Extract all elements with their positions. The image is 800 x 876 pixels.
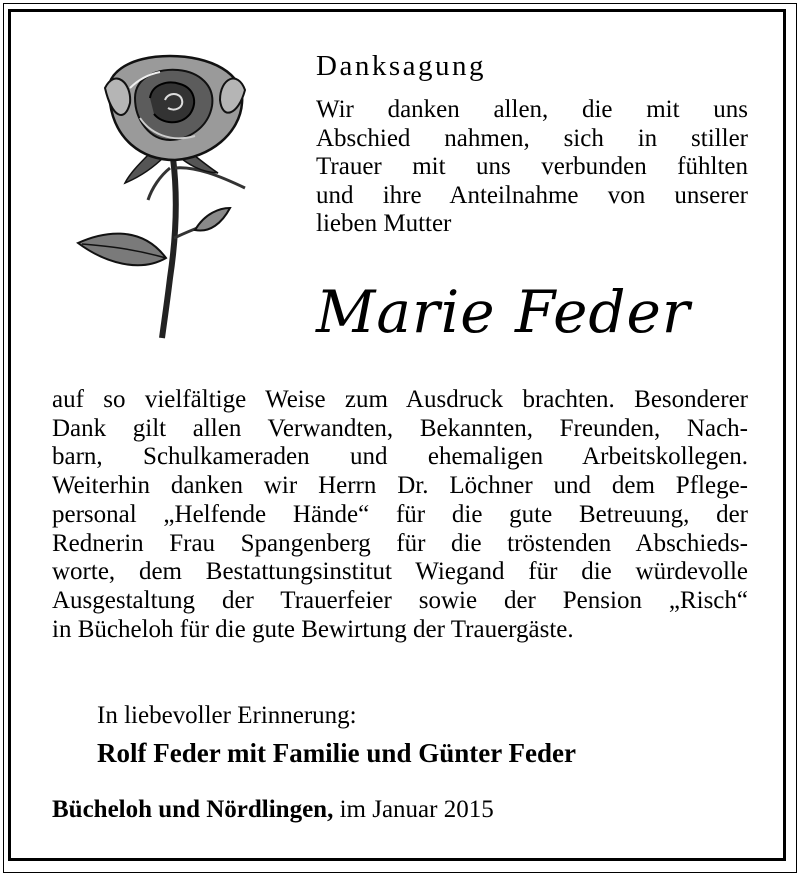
rose-icon [70,48,260,343]
intro-line: Wir danken allen, die mit uns [316,96,748,123]
deceased-name: Marie Feder [316,278,691,346]
place-date [52,796,494,824]
memory-line: In liebevoller Erinnerung: [97,702,357,729]
body-line: barn, Schulkameraden und ehemaligen Arbeitskollegen. [52,443,748,471]
body-line: auf so vielfältige Weise zum Ausdruck brachten. Besonderer [52,386,748,413]
body-text [52,386,748,644]
intro-text [316,96,748,239]
signers: Rolf Feder mit Familie und Günter Feder [97,738,576,768]
date: im Januar 2015 [333,796,494,823]
notice-heading: Danksagung [316,50,486,82]
body-line: worte, dem Bestattungsinstitut Wiegand für die würdevolle [52,558,748,586]
body-line: Dank gilt allen Verwandten, Bekannten, Freunden, Nach- [52,414,748,442]
body-line: Ausgestaltung der Trauerfeier sowie der Pension „Risch“ [52,586,748,614]
intro-line: lieben Mutter [316,210,452,237]
place: Bücheloh und Nördlingen, [52,796,334,823]
body-line: Weiterhin danken wir Herrn Dr. Löchner und dem Pflege- [52,472,748,500]
intro-line: und ihre Anteilnahme von unserer [316,181,748,209]
body-line: personal „Helfende Hände“ für die gute Betreuung, der [52,500,748,528]
body-line: Rednerin Frau Spangenberg für die tröstenden Abschieds- [52,529,748,557]
intro-line: Trauer mit uns verbunden fühlten [316,153,748,180]
intro-line: Abschied nahmen, sich in stiller [316,124,748,152]
body-line: in Bücheloh für die gute Bewirtung der Trauergäste. [52,615,574,643]
